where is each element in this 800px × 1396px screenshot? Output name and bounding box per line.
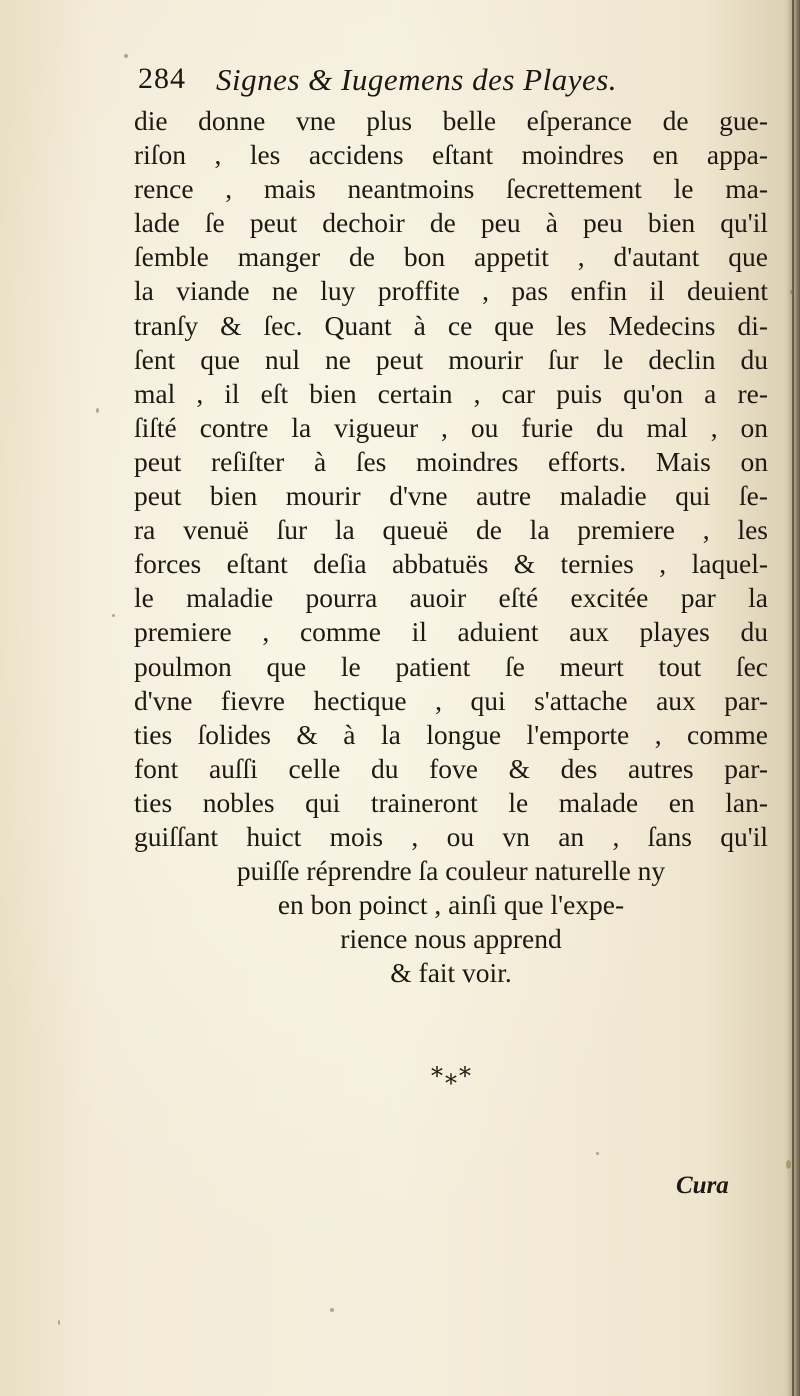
text-line: peut bien mourir d'vne autre maladie qui ſe- [134, 480, 768, 512]
text-line: font auſſi celle du fove & des autres par- [134, 752, 768, 784]
closing-line: rience nous apprend [340, 923, 562, 955]
paper-speck [96, 408, 99, 413]
text-line: ſiſté contre la vigueur , ou furie du mal , on [134, 411, 768, 443]
asterism-ornament: *⁎* [431, 1062, 473, 1090]
text-line: ties nobles qui traineront le malade en lan- [134, 786, 768, 818]
text-line: guiſſant huict mois , ou vn an , ſans qu'il [134, 820, 768, 852]
text-line: la viande ne luy proffite , pas enfin il deuient [134, 275, 768, 307]
page-number: 284 [138, 62, 186, 95]
closing-line: en bon poinct , ainſi que l'expe- [277, 889, 625, 921]
text-line: ties ſolides & à la longue l'emporte , comme [134, 718, 768, 750]
paper-speck [330, 1308, 334, 1312]
paper-speck [58, 1320, 60, 1325]
paper-speck [124, 54, 128, 58]
text-line: tranſy & ſec. Quant à ce que les Medecins di- [134, 309, 768, 341]
text-line: ſent que nul ne peut mourir ſur le declin du [134, 343, 768, 375]
text-line: riſon , les accidens eſtant moindres en appa- [134, 139, 768, 171]
text-line: mal , il eſt bien certain , car puis qu'on a re- [134, 377, 768, 409]
page-edge-line [792, 0, 794, 1396]
closing-line: & fait voir. [390, 957, 512, 989]
text-line: peut reſiſter à ſes moindres efforts. Mais on [134, 445, 768, 477]
text-line: die donne vne plus belle eſperance de gue- [134, 105, 768, 136]
text-line: d'vne fievre hectique , qui s'attache aux par- [134, 684, 768, 716]
paper-speck [786, 1160, 791, 1169]
text-line: rence , mais neantmoins ſecrettement le ma- [134, 173, 768, 205]
closing-line: puiſſe réprendre ſa couleur naturelle ny [236, 855, 666, 887]
text-line: le maladie pourra auoir eſté excitée par la [134, 582, 768, 614]
text-line: ra venuë ſur la queuë de la premiere , les [134, 514, 768, 546]
text-line: poulmon que le patient ſe meurt tout ſec [134, 650, 768, 682]
text-line: premiere , comme il aduient aux playes du [134, 616, 768, 648]
text-line: forces eſtant deſia abbatuës & ternies , laquel- [134, 548, 768, 580]
paper-speck [790, 290, 793, 294]
text-line: lade ſe peut dechoir de peu à peu bien qu'il [134, 207, 768, 239]
paper-speck [596, 1152, 599, 1155]
running-head: Signes & Iugemens des Playes. [216, 62, 618, 97]
body-text [134, 104, 768, 990]
page-header [138, 62, 758, 106]
paper-speck [112, 614, 115, 617]
text-line: ſemble manger de bon appetit , d'autant que [134, 241, 768, 273]
catchword: Cura [676, 1172, 729, 1199]
